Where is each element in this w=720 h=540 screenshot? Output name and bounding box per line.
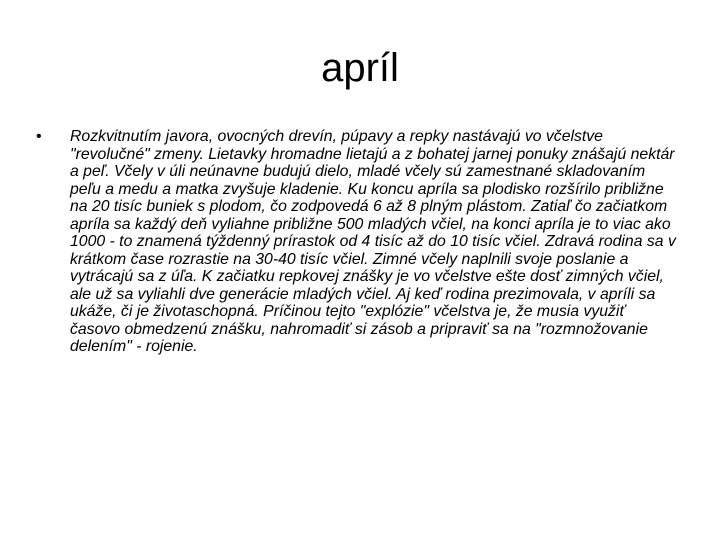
bullet-item [36, 128, 676, 356]
bullet-text: Rozkvitnutím javora, ovocných drevín, púpavy a repky nastávajú vo včelstve "revolučné" zmeny. Lietavky hromadne lietajú a z bohatej jarnej ponuky znášajú nektár a peľ. Včely v úli neúnavne budujú dielo, mladé včely sú zamestnané skladovaním peľu a medu a matka zvyšuje kladenie. Ku koncu apríla sa plodisko rozšírilo približne na 20 tisíc buniek s plodom, čo zodpovedá 6 až 8 plným plástom. Zatiaľ čo začiatkom apríla sa každý deň vyliahne približne 500 mladých včiel, na konci apríla je to viac ako 1000 - to znamená týždenný prírastok od 4 tisíc až do 10 tisíc včiel. Zdravá rodina sa v krátkom čase rozrastie na 30-40 tisíc včiel. Zimné včely naplnili svoje poslanie a vytrácajú sa z úľa. K začiatku repkovej znášky je vo včelstve ešte dosť zimných včiel, ale už sa vyliahli dve generácie mladých včiel. Aj keď rodina prezimovala, v apríli sa ukáže, či je životaschopná. Príčinou tejto "explózie" včelstva je, že musia využiť časovo obmedzenú znášku, nahromadiť si zásob a pripraviť sa na "rozmnožovanie delením" - rojenie. [70, 128, 676, 355]
bullet-dot-icon: • [36, 128, 42, 145]
slide-title: apríl [321, 46, 399, 90]
bullet-list [36, 128, 676, 356]
